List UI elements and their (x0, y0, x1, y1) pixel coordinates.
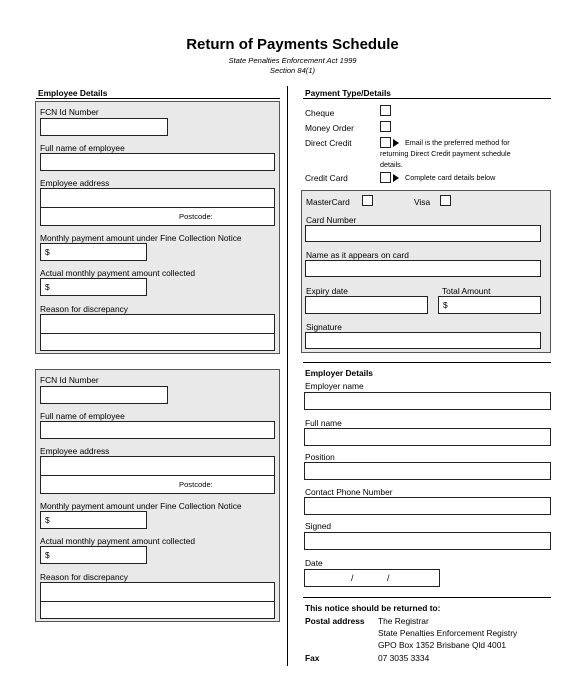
money-order-label: Money Order (305, 123, 354, 133)
signed-input[interactable] (304, 532, 551, 550)
phone-label: Contact Phone Number (305, 487, 393, 497)
expiry-date-input[interactable] (305, 296, 428, 314)
visa-checkbox[interactable] (440, 195, 451, 206)
expiry-date-label: Expiry date (306, 286, 348, 296)
visa-label: Visa (414, 197, 431, 207)
name-on-card-label: Name as it appears on card (306, 250, 409, 260)
reason-label: Reason for discrepancy (40, 572, 128, 582)
actual-payment-input[interactable] (40, 546, 147, 564)
fax-value: 07 3035 3334 (378, 653, 430, 663)
section-subtitle: Section 84(1) (269, 66, 316, 75)
direct-credit-label: Direct Credit (305, 138, 352, 148)
monthly-payment-input[interactable] (40, 243, 147, 261)
monthly-payment-label: Monthly payment amount under Fine Collection Notice (40, 233, 242, 243)
credit-card-note: Complete card details below (405, 173, 496, 182)
signed-label: Signed (305, 521, 332, 531)
credit-card-checkbox[interactable] (380, 172, 391, 183)
postal-address-label: Postal address (305, 616, 365, 626)
date-label: Date (305, 558, 323, 568)
employer-full-name-label: Full name (305, 418, 342, 428)
return-heading: This notice should be returned to: (305, 603, 441, 613)
cheque-label: Cheque (305, 108, 335, 118)
card-number-label: Card Number (306, 215, 357, 225)
date-input[interactable] (304, 569, 440, 587)
column-divider (287, 86, 288, 666)
employer-name-input[interactable] (304, 392, 551, 410)
dollar-prefix: $ (45, 515, 50, 525)
position-label: Position (305, 452, 335, 462)
position-input[interactable] (304, 462, 551, 480)
name-on-card-input[interactable] (305, 260, 541, 277)
actual-payment-label: Actual monthly payment amount collected (40, 268, 196, 278)
direct-credit-note-1: Email is the preferred method for (405, 138, 510, 147)
date-separator: / (351, 573, 354, 583)
dollar-prefix: $ (45, 247, 50, 257)
credit-card-label: Credit Card (305, 173, 348, 183)
monthly-payment-input[interactable] (40, 511, 147, 529)
fcn-input[interactable] (40, 386, 168, 404)
actual-payment-label: Actual monthly payment amount collected (40, 536, 196, 546)
postal-line-3: GPO Box 1352 Brisbane Qld 4001 (378, 640, 507, 650)
dollar-prefix: $ (443, 300, 448, 310)
total-amount-label: Total Amount (442, 286, 491, 296)
signature-input[interactable] (305, 332, 541, 349)
mastercard-checkbox[interactable] (362, 195, 373, 206)
postal-line-2: State Penalties Enforcement Registry (378, 628, 518, 638)
full-name-label: Full name of employee (40, 411, 125, 421)
arrow-right-icon (393, 174, 399, 182)
arrow-right-icon (393, 139, 399, 147)
return-top-rule (303, 597, 551, 598)
employer-name-label: Employer name (305, 381, 364, 391)
employer-full-name-input[interactable] (304, 428, 551, 446)
employee-block-1 (35, 101, 280, 354)
direct-credit-checkbox[interactable] (380, 137, 391, 148)
direct-credit-note-2: returning Direct Credit payment schedule (380, 149, 511, 158)
employer-top-rule (303, 362, 551, 363)
money-order-checkbox[interactable] (380, 121, 391, 132)
address-label: Employee address (40, 446, 110, 456)
employee-details-heading: Employee Details (38, 88, 108, 98)
employee-heading-rule (36, 98, 280, 99)
employee-block-2 (35, 369, 280, 622)
credit-card-panel (301, 190, 551, 353)
full-name-input[interactable] (40, 153, 275, 171)
total-amount-input[interactable] (438, 296, 541, 314)
actual-payment-input[interactable] (40, 278, 147, 296)
fcn-label: FCN Id Number (40, 375, 99, 385)
monthly-payment-label: Monthly payment amount under Fine Collection Notice (40, 501, 242, 511)
payment-heading: Payment Type/Details (305, 88, 391, 98)
employer-heading: Employer Details (305, 368, 373, 378)
postcode-label: Postcode: (179, 480, 213, 489)
reason-input[interactable] (40, 314, 275, 351)
act-subtitle: State Penalties Enforcement Act 1999 (228, 56, 357, 65)
dollar-prefix: $ (45, 550, 50, 560)
fcn-label: FCN Id Number (40, 107, 99, 117)
mastercard-label: MasterCard (306, 197, 350, 207)
address-label: Employee address (40, 178, 110, 188)
payment-heading-rule (303, 98, 551, 99)
direct-credit-note-3: details. (380, 160, 403, 169)
reason-input[interactable] (40, 582, 275, 619)
cheque-checkbox[interactable] (380, 105, 391, 116)
full-name-label: Full name of employee (40, 143, 125, 153)
signature-label: Signature (306, 322, 342, 332)
postcode-label: Postcode: (179, 212, 213, 221)
address-input[interactable] (40, 456, 275, 494)
postal-line-1: The Registrar (378, 616, 429, 626)
fax-label: Fax (305, 653, 320, 663)
date-separator: / (387, 573, 390, 583)
fcn-input[interactable] (40, 118, 168, 136)
dollar-prefix: $ (45, 282, 50, 292)
page-title: Return of Payments Schedule (186, 36, 399, 53)
address-input[interactable] (40, 188, 275, 226)
card-number-input[interactable] (305, 225, 541, 242)
phone-input[interactable] (304, 497, 551, 515)
full-name-input[interactable] (40, 421, 275, 439)
reason-label: Reason for discrepancy (40, 304, 128, 314)
